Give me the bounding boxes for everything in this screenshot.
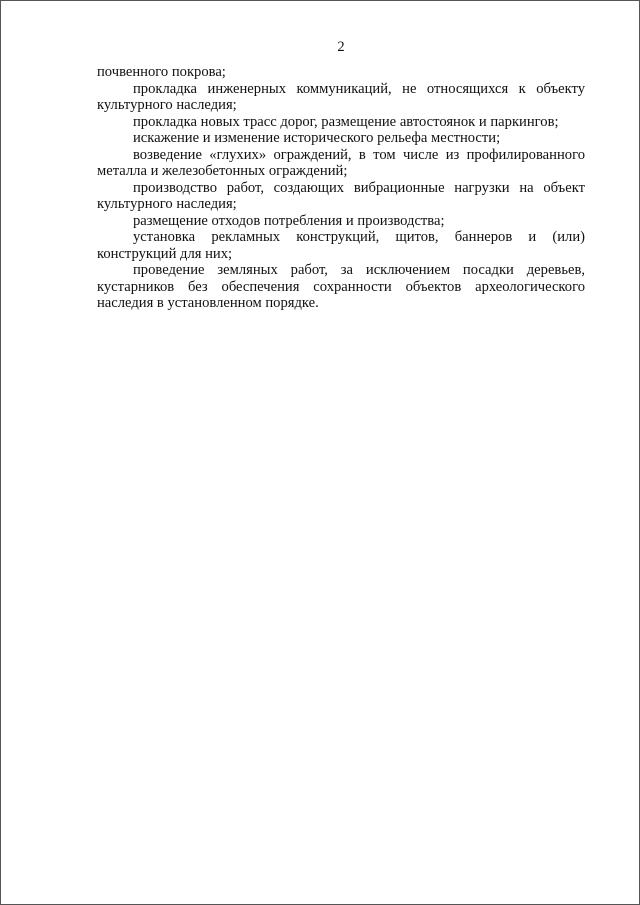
text-line: искажение и изменение исторического рельефа местности; — [133, 130, 501, 146]
text-line: прокладка новых трасс дорог, размещение автостоянок и паркингов; — [133, 113, 559, 130]
text-line: производство работ, создающих вибрационные нагрузки на объект — [133, 179, 585, 196]
text-line: возведение «глухих» ограждений, в том числе из профилированного — [133, 146, 585, 163]
text-line: кустарников без обеспечения сохранности объектов археологического — [97, 278, 585, 295]
text-line: проведение земляных работ, за исключением посадки деревьев, — [133, 262, 585, 278]
text-line: металла и железобетонных ограждений; — [97, 163, 348, 179]
text-line: наследия в установленном порядке. — [97, 295, 319, 311]
document-body — [97, 64, 585, 312]
text-line: конструкций для них; — [97, 245, 233, 262]
text-line: прокладка инженерных коммуникаций, не относящихся к объекту — [133, 80, 585, 97]
text-line: культурного наследия; — [97, 196, 237, 212]
page-number: 2 — [337, 39, 345, 55]
text-line: культурного наследия; — [97, 97, 237, 113]
text-line: размещение отходов потребления и производства; — [133, 212, 445, 229]
text-line: установка рекламных конструкций, щитов, баннеров и (или) — [133, 229, 585, 245]
text-line: почвенного покрова; — [97, 64, 226, 80]
